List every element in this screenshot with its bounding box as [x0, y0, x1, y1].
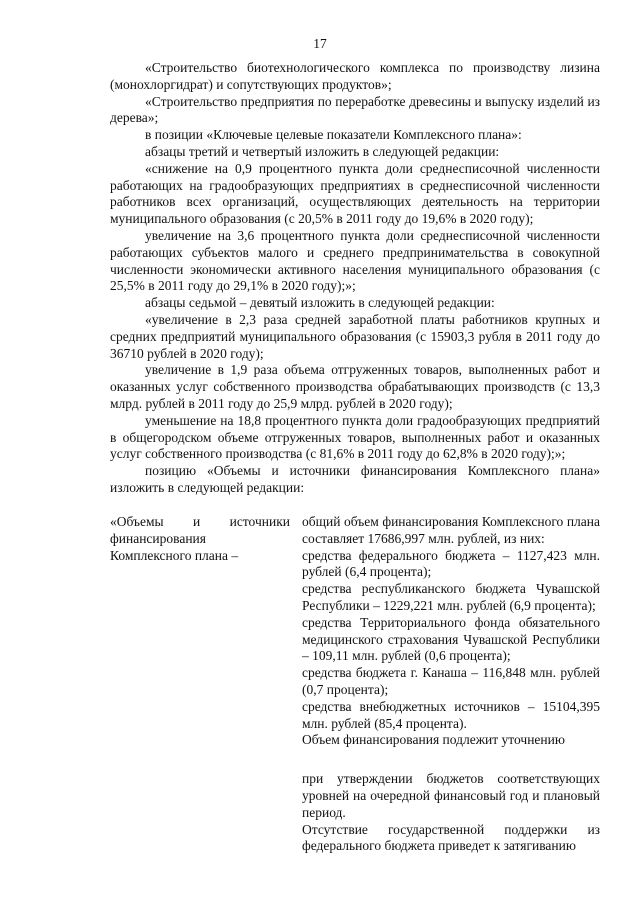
table-left-cell: «Объемы и источники финансирования Комплексного плана –: [110, 514, 290, 563]
paragraph: увеличение в 1,9 раза объема отгруженных товаров, выполненных работ и оказанных услуг собственного производства обрабатывающих производств (с 13,3 млрд. рублей в 2011 году до 25,9 млрд. рублей в 2020 году);: [110, 362, 600, 411]
paragraph: в позиции «Ключевые целевые показатели Комплексного плана»:: [145, 127, 522, 143]
table-line: средства федерального бюджета – 1127,423 млн. рублей (6,4 процента);: [302, 547, 600, 580]
table-line: общий объем финансирования Комплексного плана составляет 17686,997 млн. рублей, из них:: [302, 514, 600, 546]
table-line: средства внебюджетных источников – 15104,395 млн. рублей (85,4 процента).: [302, 698, 600, 731]
table-line: при утверждении бюджетов соответствующих уровней на очередной финансовый год и плановый период.: [302, 771, 600, 820]
paragraph: увеличение на 3,6 процентного пункта доли среднесписочной численности работающих субъектов малого и среднего предпринимательства в совокупной численности экономически активного населения муниципального образования (с 25,5% в 2011 году до 29,1% в 2020 году);»;: [110, 227, 600, 294]
paragraph: уменьшение на 18,8 процентного пункта доли градообразующих предприятий в общегородском объеме отгруженных товаров, выполненных работ и оказанных услуг собственного производства (с 81,6% в 2011 году до 62,8% в 2020 году);»;: [110, 412, 600, 462]
paragraph: позицию «Объемы и источники финансирования Комплексного плана» изложить в следующей редакции:: [110, 463, 600, 495]
paragraph: «снижение на 0,9 процентного пункта доли среднесписочной численности работающих на градообразующих предприятиях в среднесписочной численности работников всех организаций, осуществляющих деятельность на территории муниципального образования (с 20,5% в 2011 году до 19,6% в 2020 году);: [110, 160, 600, 227]
table-line: Объем финансирования подлежит уточнению: [302, 732, 565, 748]
paragraph: «увеличение в 2,3 раза средней заработной платы работников крупных и средних предприятий муниципального образования (с 15903,3 рубля в 2011 году до 36710 рублей в 2020 году);: [110, 311, 600, 361]
document-body: [110, 60, 600, 497]
table-line: средства бюджета г. Канаша – 116,848 млн. рублей (0,7 процента);: [302, 665, 600, 697]
paragraph: абзацы третий и четвертый изложить в следующей редакции:: [145, 143, 500, 159]
table-right-cell: [302, 514, 600, 855]
page-number: 17: [313, 36, 327, 51]
paragraph: «Строительство биотехнологического комплекса по производству лизина (монохлоргидрат) и сопутствующих продуктов»;: [110, 60, 600, 92]
paragraph: абзацы седьмой – девятый изложить в следующей редакции:: [145, 295, 495, 311]
table-line: средства Территориального фонда обязательного медицинского страхования Чувашской Республики – 109,11 млн. рублей (0,6 процента);: [302, 614, 600, 664]
table-line: Отсутствие государственной поддержки из федерального бюджета приведет к затягиванию: [302, 821, 600, 854]
table-line: средства республиканского бюджета Чувашской Республики – 1229,221 млн. рублей (6,9 процента);: [302, 581, 600, 613]
paragraph: «Строительство предприятия по переработке древесины и выпуску изделий из дерева»;: [110, 93, 600, 126]
